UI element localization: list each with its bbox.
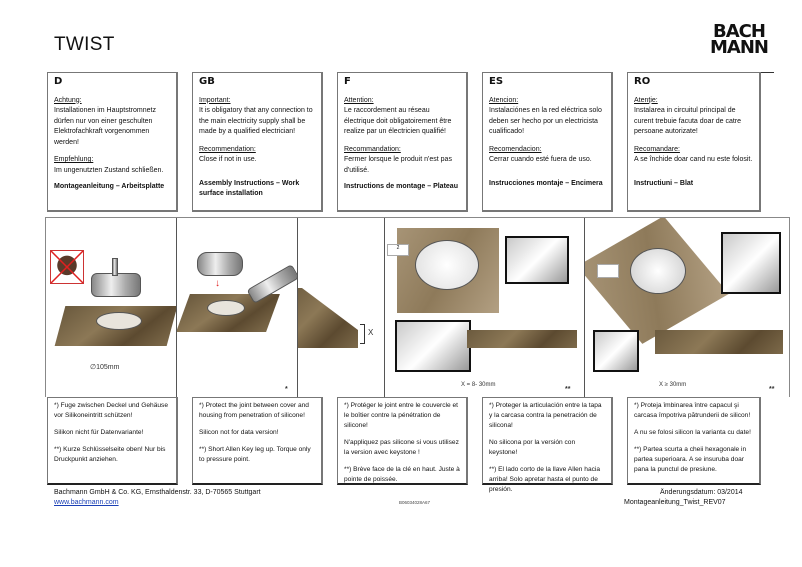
note-allen-key: **) El lado corto de la llave Allen hacia arriba! Solo apretar hasta el punto de presión. (489, 466, 601, 493)
document-name: Montageanleitung_Twist_REV07 (624, 499, 726, 506)
recommendation-label: Empfehlung: (54, 156, 94, 163)
step-3-worktop-thickness (298, 218, 385, 398)
language-code: F (344, 76, 351, 87)
arrow-down-icon: ↓ (215, 278, 220, 289)
note-silicone-joint: *) Protect the joint between cover and housing from penetration of silicone! (199, 402, 309, 419)
note-silicone-joint: *) Fuge zwischen Deckel und Gehäuse vor Silikoneintritt schützen! (54, 402, 168, 419)
recommendation-label: Recommandation: (344, 145, 401, 153)
language-box-ro (627, 72, 761, 212)
step-5-range-label: X ≥ 30mm (659, 382, 687, 388)
step-4-mount-8-30mm (385, 218, 585, 398)
language-box-de (47, 72, 178, 212)
mounted-socket-hole (630, 248, 686, 294)
thickness-bracket (360, 324, 365, 344)
instructions-title: Instructiuni – Blat (634, 179, 694, 187)
revision-date: Änderungsdatum: 03/2014 (660, 489, 743, 496)
note-silicone-joint: *) Protéger le joint entre le couvercle et le boîtier contre la pénétration de silicone! (344, 402, 458, 429)
callout-label-box: 2 (387, 244, 409, 256)
warning-label: Atenţie: (634, 96, 658, 104)
language-box-fr (337, 72, 468, 212)
note-allen-key: **) Short Allen Key leg up. Torque only to pressure point. (199, 446, 311, 463)
step-5-mount-30mm-plus (585, 218, 791, 398)
notes-box-es (482, 397, 613, 493)
recommendation-text: Cerrar cuando esté fuera de uso. (489, 156, 592, 163)
recommendation-label: Recomendacion: (489, 145, 542, 153)
detail-zoom-top (505, 236, 569, 284)
step-5-marker: ** (769, 386, 775, 393)
note-data-version: Silikon nicht für Datenvariante! (54, 429, 144, 436)
note-data-version: A nu se folosi silicon la varianta cu date! (634, 429, 751, 436)
instructions-title: Montageanleitung – Arbeitsplatte (54, 183, 165, 190)
step-2-marker: * (285, 386, 288, 393)
notes-box-gb (192, 397, 323, 485)
warning-label: Important: (199, 96, 231, 104)
language-box-gb (192, 72, 323, 212)
illustration-strip (45, 217, 790, 397)
step-4-range-label: X = 8- 30mm (461, 382, 496, 388)
warning-text: Installationen im Hauptstromnetz dürfen nur von einer geschulten Elektrofachkraft vorgenommen werden! (54, 107, 156, 146)
warning-label: Achtung: (54, 96, 82, 104)
language-box-es (482, 72, 613, 212)
logo-line-1: BACH (713, 21, 765, 42)
recommendation-text: A se închide doar cand nu este folosit. (634, 156, 753, 163)
step-1-cut-hole (46, 218, 177, 398)
recommendation-text: Close if not in use. (199, 156, 257, 163)
warning-label: Atencion: (489, 96, 519, 104)
note-data-version: No silicona por la versión con keystone! (489, 439, 576, 456)
note-allen-key: **) Kurze Schlüsselseite oben! Nur bis Druckpunkt anziehen. (54, 446, 166, 463)
warning-text: Instalaciónes en la red eléctrica solo deben ser hecho por un electricista cualificado! (489, 107, 602, 135)
detail-zoom-bottom (593, 330, 639, 372)
note-allen-key: **) Partea scurta a cheii hexagonale in partea superioara. A se insuruba doar pana la punctul de presiune. (634, 446, 747, 473)
recommendation-text: Im ungenutzten Zustand schließen. (54, 166, 164, 174)
instructions-title: Instrucciones montaje – Encimera (489, 179, 603, 187)
worktop-side-view (467, 330, 577, 348)
document-title: TWIST (54, 34, 115, 55)
warning-text: It is obligatory that any connection to the main electricity supply shall be made by a qualified electrician! (199, 107, 313, 135)
logo-line-2: MANN (710, 37, 768, 58)
step-2-apply-silicone (177, 218, 298, 398)
cutout-hole (96, 312, 142, 330)
callout-label-box (597, 264, 619, 278)
hole-diameter-label: ∅105mm (90, 364, 120, 371)
language-code: ES (489, 76, 504, 87)
bachmann-logo (710, 21, 768, 58)
instructions-title: Instructions de montage – Plateau (344, 183, 458, 190)
warning-label: Attention: (344, 96, 374, 104)
website-link[interactable]: www.bachmann.com (54, 499, 119, 506)
note-silicone-joint: *) Proteger la articulación entre la tapa y la carcasa contra la penetración de silicona! (489, 402, 602, 429)
worktop-side-view (655, 330, 783, 354)
detail-zoom-top (721, 232, 781, 294)
note-data-version: N'appliquez pas silicone si vous utilisez la version avec keystone ! (344, 439, 459, 456)
socket-unit-icon (197, 252, 243, 276)
thickness-label: X (368, 328, 374, 337)
cutout-hole (207, 300, 245, 316)
hole-saw-shaft (112, 258, 118, 276)
hole-saw-icon (91, 273, 141, 297)
document-code: B06034028A67 (399, 500, 431, 505)
notes-box-fr (337, 397, 468, 485)
language-code: RO (634, 76, 651, 87)
worktop-edge (298, 288, 358, 348)
language-code: GB (199, 76, 215, 87)
notes-box-ro (627, 397, 761, 485)
warning-text: Le raccordement au réseau électrique doit obligatoirement être realize par un électricien qualifié! (344, 107, 452, 135)
recommendation-label: Recommendation: (199, 145, 256, 153)
detail-zoom-bottom (395, 320, 471, 372)
step-4-marker: ** (565, 386, 571, 393)
note-silicone-joint: *) Proteja îmbinarea între capacul şi carcasa împotriva pătrunderii de silicon! (634, 402, 751, 419)
notes-box-de (47, 397, 178, 485)
language-code: D (54, 76, 63, 87)
warning-text: Instalarea in circuitul principal de curent trebuie facuta doar de catre persoane autorizate! (634, 107, 742, 135)
instructions-title: Assembly Instructions – Work surface installation (199, 179, 300, 197)
jigsaw-crossed-icon (50, 250, 84, 284)
recommendation-text: Fermer lorsque le produit n'est pas d'utilisé. (344, 156, 452, 174)
mounted-socket-hole (415, 240, 479, 290)
note-data-version: Silicon not for data version! (199, 429, 279, 436)
note-allen-key: **) Brève face de la clé en haut. Juste à pointe de poissée. (344, 466, 460, 483)
company-address: Bachmann GmbH & Co. KG, Ernsthaldenstr. 33, D-70565 Stuttgart (54, 489, 261, 496)
recommendation-label: Recomandare: (634, 145, 680, 153)
